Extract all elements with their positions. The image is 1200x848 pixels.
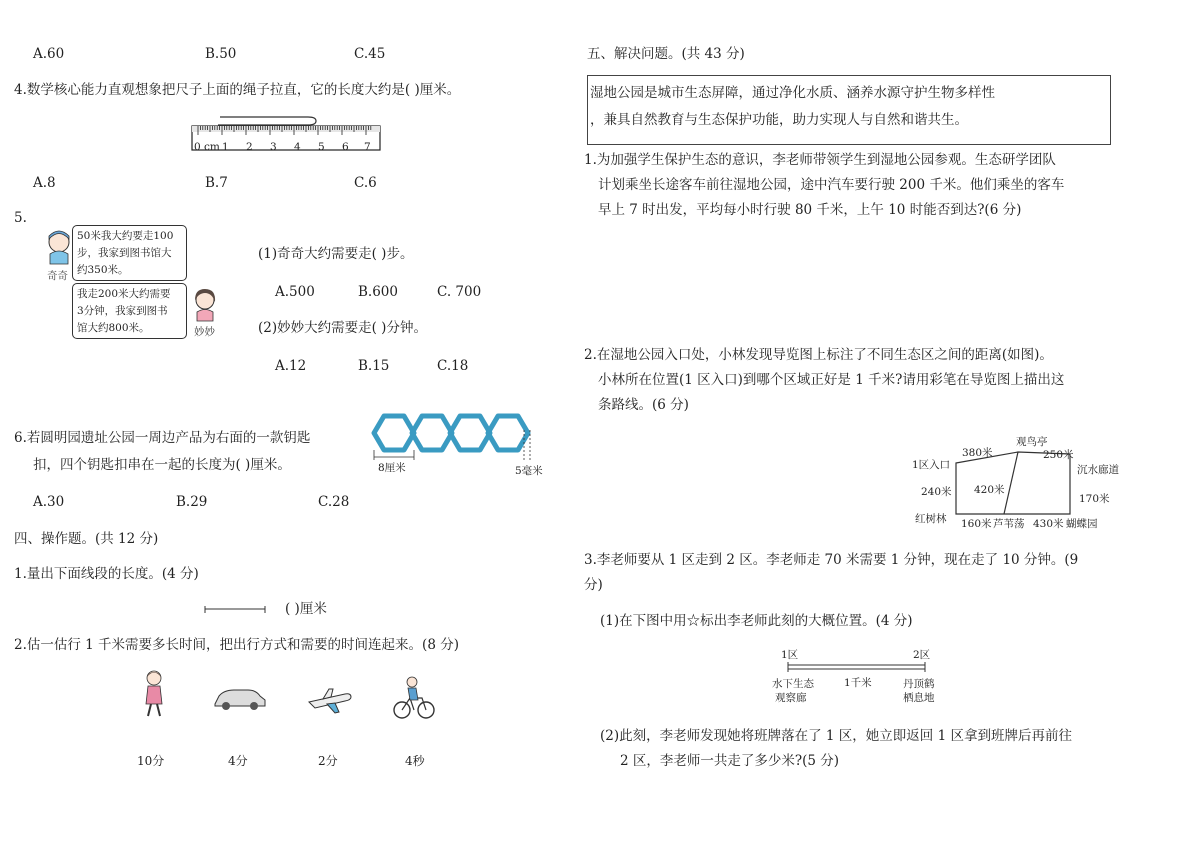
measure-segment (204, 604, 268, 614)
qiqi-bubble-line-2: 步，我家到图书馆大 (77, 247, 172, 259)
section-5-title: 五、解决问题。(共 43 分) (587, 46, 745, 62)
map-d240: 240米 (921, 486, 952, 498)
p2-line-3: 条路线。(6 分) (598, 397, 689, 413)
airplane-icon (305, 686, 353, 716)
bicycle-icon (392, 676, 436, 720)
p1-line-1: 1.为加强学生保护生态的意识，李老师带领学生到湿地公园参观。生态研学团队 (584, 152, 1056, 168)
qiqi-speech-bubble (72, 225, 187, 281)
map-guanniaoting: 观鸟亭 (1016, 436, 1048, 448)
map-d250: 250米 (1043, 449, 1074, 461)
s4-q1-blank: ( )厘米 (285, 601, 327, 617)
miaomiao-bubble-line-3: 馆大约800米。 (77, 322, 150, 334)
time-4sec: 4秒 (405, 754, 425, 768)
q4-stem: 4.数学核心能力直观想象把尺子上面的绳子拉直，它的长度大约是( )厘米。 (14, 82, 461, 98)
map-luwei: 芦苇荡 (993, 518, 1025, 530)
ruler-label-1: 1 (222, 141, 229, 153)
qiqi-avatar-icon (44, 228, 74, 266)
map-d420: 420米 (974, 484, 1005, 496)
walking-girl-icon (139, 668, 169, 720)
q5-sub1-option-b: B.600 (358, 284, 398, 300)
p2-line-1: 2.在湿地公园入口处，小林发现导览图上标注了不同生态区之间的距离(如图)。 (584, 347, 1053, 363)
line-1km: 1千米 (844, 677, 872, 689)
line-right-b: 栖息地 (903, 692, 935, 704)
s4-q2: 2.估一估行 1 千米需要多长时间，把出行方式和需要的时间连起来。(8 分) (14, 637, 459, 653)
miaomiao-name: 妙妙 (194, 326, 215, 338)
time-2min: 2分 (318, 754, 338, 768)
q3-option-b: B.50 (205, 46, 237, 62)
s4-q1: 1.量出下面线段的长度。(4 分) (14, 566, 199, 582)
time-4min: 4分 (228, 754, 248, 768)
intro-line-2: ，兼具自然教育与生态保护功能，助力实现人与自然和谐共生。 (590, 112, 968, 128)
p2-line-2: 小林所在位置(1 区入口)到哪个区域正好是 1 千米?请用彩笔在导览图上描出这 (598, 372, 1065, 388)
qiqi-name: 奇奇 (47, 270, 68, 282)
q6-line-2: 扣，四个钥匙扣串在一起的长度为( )厘米。 (33, 457, 291, 473)
q5-number: 5. (14, 210, 27, 226)
q6-option-a: A.30 (33, 494, 65, 510)
q4-option-c: C.6 (354, 175, 377, 191)
line-zone1: 1区 (781, 649, 799, 661)
ruler-label-7: 7 (364, 141, 371, 153)
p3-sub1: (1)在下图中用☆标出李老师此刻的大概位置。(4 分) (600, 613, 913, 629)
miaomiao-bubble-line-1: 我走200米大约需要 (77, 288, 171, 300)
map-entrance: 1区入口 (912, 459, 951, 471)
map-chenshui: 沉水廊道 (1077, 464, 1119, 476)
ruler-label-4: 4 (294, 141, 301, 153)
section-4-title: 四、操作题。(共 12 分) (14, 531, 159, 547)
q6-option-c: C.28 (318, 494, 350, 510)
q3-option-a: A.60 (33, 46, 65, 62)
car-icon (212, 684, 268, 714)
hexagon-keychain-4 (488, 416, 528, 450)
p3-sub2-line-2: 2 区，李老师一共走了多少米?(5 分) (620, 753, 840, 769)
hexagon-keychain-2 (412, 416, 452, 450)
ruler-label-2: 2 (246, 141, 253, 153)
q6-option-b: B.29 (176, 494, 208, 510)
q5-sub2: (2)妙妙大约需要走( )分钟。 (258, 320, 427, 336)
q3-option-c: C.45 (354, 46, 386, 62)
q6-line-1: 6.若圆明园遗址公园一周边产品为右面的一款钥匙 (14, 430, 311, 446)
q5-sub2-option-c: C.18 (437, 358, 469, 374)
q5-sub1-option-c: C. 700 (437, 284, 482, 300)
map-d170: 170米 (1079, 493, 1110, 505)
p3-line-2: 分) (584, 577, 603, 593)
line-left-a: 水下生态 (772, 678, 814, 690)
map-d380: 380米 (962, 447, 993, 459)
q5-sub1: (1)奇奇大约需要走( )步。 (258, 246, 414, 262)
hex-label-5mm: 5毫米 (515, 465, 543, 477)
wetland-intro-box (587, 75, 1111, 145)
ruler-label-0: 0 cm (194, 141, 220, 153)
ruler-label-6: 6 (342, 141, 349, 153)
p3-sub2-line-1: (2)此刻，李老师发现她将班牌落在了 1 区，她立即返回 1 区拿到班牌后再前往 (600, 728, 1072, 744)
miaomiao-avatar-icon (190, 287, 220, 323)
p1-line-2: 计划乘坐长途客车前往湿地公园，途中汽车要行驶 200 千米。他们乘坐的客车 (598, 177, 1065, 193)
line-right-a: 丹顶鹤 (903, 678, 935, 690)
line-zone2: 2区 (913, 649, 931, 661)
miaomiao-bubble-line-2: 3分钟，我家到图书 (77, 305, 168, 317)
p3-line-1: 3.李老师要从 1 区走到 2 区。李老师走 70 米需要 1 分钟，现在走了 10 分钟。(9 (584, 552, 1079, 568)
miaomiao-speech-bubble (72, 283, 187, 339)
map-d430: 430米 (1033, 518, 1064, 530)
zone-line-figure (785, 660, 931, 674)
hex-label-8cm: 8厘米 (378, 462, 406, 474)
p1-line-3: 早上 7 时出发，平均每小时行驶 80 千米，上午 10 时能否到达?(6 分) (598, 202, 1022, 218)
map-hongshulin: 红树林 (915, 513, 947, 525)
intro-line-1: 湿地公园是城市生态屏障，通过净化水质、涵养水源守护生物多样性 (590, 85, 995, 101)
ruler-label-5: 5 (318, 141, 325, 153)
map-d160: 160米 (961, 518, 992, 530)
qiqi-bubble-line-3: 约350米。 (77, 264, 129, 276)
hexagon-keychain-3 (450, 416, 490, 450)
line-left-b: 观察廊 (775, 692, 807, 704)
q5-sub1-option-a: A.500 (275, 284, 315, 300)
hexagon-keychain-1 (374, 416, 414, 450)
q5-sub2-option-b: B.15 (358, 358, 390, 374)
time-10min: 10分 (137, 754, 165, 768)
q4-option-a: A.8 (33, 175, 56, 191)
q5-sub2-option-a: A.12 (275, 358, 307, 374)
map-hudie: 蝴蝶园 (1066, 518, 1098, 530)
ruler-label-3: 3 (270, 141, 277, 153)
qiqi-bubble-line-1: 50米我大约要走100 (77, 230, 174, 242)
q4-option-b: B.7 (205, 175, 228, 191)
